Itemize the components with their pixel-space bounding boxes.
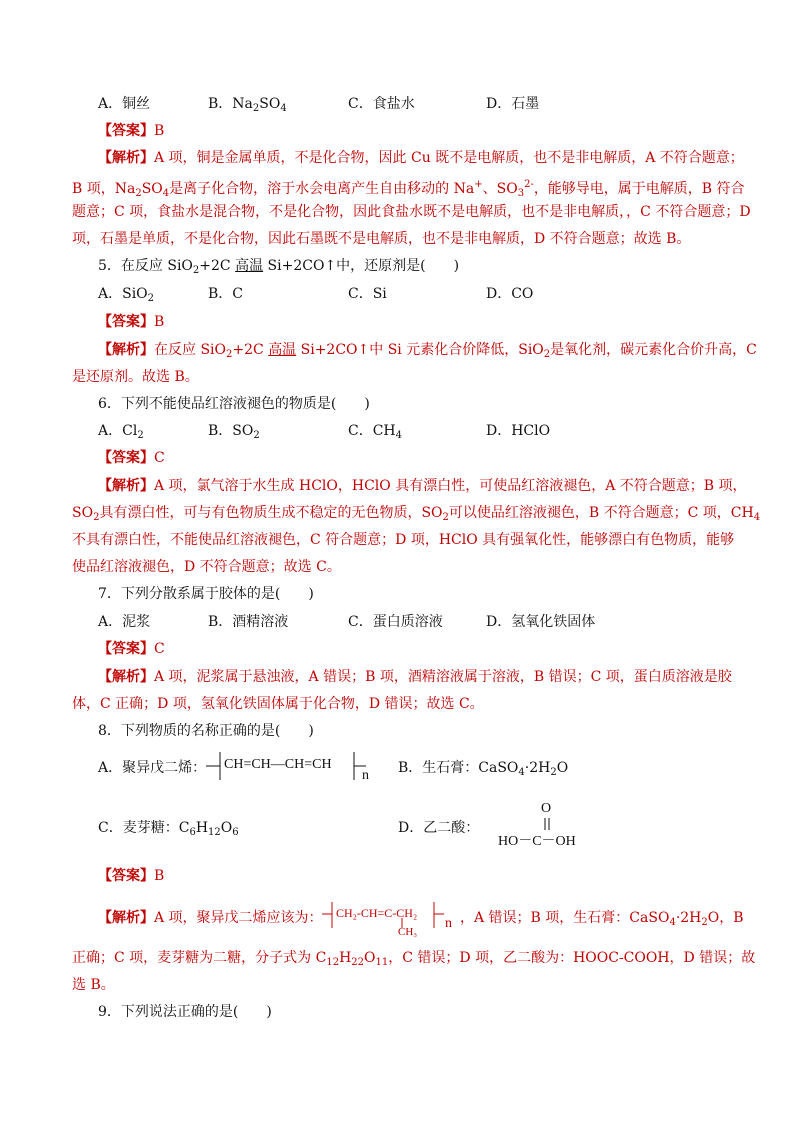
q5-option-a: A．SiO$_2$ [98, 286, 155, 304]
q5-stem: 5．在反应 SiO$_2$+2C 高温 Si+2CO↑中，还原剂是( ) [98, 258, 460, 276]
q4-option-d: D．石墨 [486, 96, 540, 112]
q8-option-c: C．麦芽糖：$C_6H_{12}O_6$ [98, 820, 239, 838]
q8-analysis-line-1b: ，A 错误；B 项，生石膏：$CaSO_4\cdot 2H_2O$，B [460, 910, 744, 928]
q8-option-a-n: n [362, 768, 369, 783]
q7-option-b: B．酒精溶液 [208, 614, 289, 630]
q5-option-d: D．CO [486, 286, 534, 302]
q5-analysis-line-1: 【解析】在反应 SiO$_2$+2C 高温 Si+2CO↑中 Si 元素化合价降低，SiO$_2$是氧化剂，碳元素化合价升高，C [98, 342, 757, 360]
q6-stem: 6．下列不能使品红溶液褪色的物质是( ) [98, 396, 370, 412]
q8-option-d-formula: HO－C－OH [498, 834, 576, 849]
q7-option-d: D．氢氧化铁固体 [486, 614, 596, 630]
q8-analysis-methyl: CH₃ [398, 926, 418, 938]
q4-option-c: C．食盐水 [348, 96, 415, 112]
q9-stem: 9．下列说法正确的是( ) [98, 1004, 272, 1020]
q8-analysis-n: n [445, 916, 452, 931]
q4-analysis-line-3: 题意；C 项，食盐水是混合物，不是化合物，因此食盐水既不是电解质，也不是非电解质，，C 不符合题意；D [72, 204, 751, 220]
q4-analysis-line-2: B 项，$Na_2SO_4$是离子化合物，溶于水会电离产生自由移动的 Na+、$SO_3^{2-}$，能够导电，属于电解质，B 符合 [72, 179, 745, 199]
q7-option-c: C．蛋白质溶液 [348, 614, 443, 630]
q8-option-a-chain: CH=CH—CH=CH [224, 757, 332, 772]
q4-answer: 【答案】B [98, 123, 165, 139]
q5-answer: 【答案】B [98, 314, 165, 330]
q4-analysis-line-4: 项，石墨是单质，不是化合物，因此石墨既不是电解质，也不是非电解质，D 不符合题意；故选 B。 [72, 231, 691, 247]
q8-stem: 8．下列物质的名称正确的是( ) [98, 723, 314, 739]
q4-option-a: A．铜丝 [98, 96, 151, 112]
q6-analysis-line-2: $SO_2$具有漂白性，可与有色物质生成不稳定的无色物质，$SO_2$可以使品红溶液褪色，B 不符合题意；C 项，$CH_4$ [72, 505, 761, 523]
q6-option-d: D．HClO [486, 423, 551, 439]
q7-answer: 【答案】C [98, 641, 165, 657]
q8-analysis-line-3: 选 B。 [72, 977, 115, 993]
q6-analysis-line-3: 不具有漂白性，不能使品红溶液褪色，C 符合题意；D 项，HClO 具有强氧化性，能够漂白有色物质，能够 [72, 532, 735, 548]
q8-analysis-chain: CH₂-CH=C-CH₂ [336, 906, 418, 920]
q7-option-a: A．泥浆 [98, 614, 151, 630]
q7-analysis-line-1: 【解析】A 项，泥浆属于悬浊液，A 错误；B 项，酒精溶液属于溶液，B 错误；C 项，蛋白质溶液是胶 [98, 669, 732, 685]
q8-option-d-oxygen: O [541, 801, 552, 816]
q8-option-d-label: D．乙二酸： [398, 820, 480, 836]
q7-analysis-line-2: 体，C 正确；D 项，氢氧化铁固体属于化合物，D 错误；故选 C。 [72, 696, 484, 712]
q8-analysis-line-1a: 【解析】A 项，聚异戊二烯应该为： [98, 910, 323, 926]
q6-option-b: B．$SO_2$ [208, 423, 260, 441]
q5-analysis-line-2: 是还原剂。故选 B。 [72, 369, 199, 385]
q6-analysis-line-1: 【解析】A 项，氯气溶于水生成 HClO，HClO 具有漂白性，可使品红溶液褪色，A 不符合题意；B 项， [98, 478, 747, 494]
q8-option-a-label: A．聚异戊二烯： [98, 760, 207, 776]
q6-option-a: A．$Cl_2$ [98, 423, 144, 441]
q5-option-c: C．Si [348, 286, 387, 302]
q6-analysis-line-4: 使品红溶液褪色，D 不符合题意；故选 C。 [72, 559, 341, 575]
q8-analysis-line-2: 正确；C 项，麦芽糖为二糖，分子式为 $C_{12}H_{22}O_{11}$，C 错误；D 项，乙二酸为：HOOC-COOH，D 错误；故 [72, 950, 756, 968]
q8-answer: 【答案】B [98, 868, 165, 884]
q4-analysis-line-1: 【解析】A 项，铜是金属单质，不是化合物，因此 Cu 既不是电解质，也不是非电解质，A 不符合题意； [98, 150, 744, 166]
q7-stem: 7．下列分散系属于胶体的是( ) [98, 586, 314, 602]
q6-answer: 【答案】C [98, 450, 165, 466]
q4-option-b: B．$Na_2SO_4$ [208, 96, 287, 114]
q6-option-c: C．$CH_4$ [348, 423, 403, 441]
q5-option-b: B．C [208, 286, 243, 302]
q8-option-b: B．生石膏：$CaSO_4\cdot 2H_2O$ [398, 760, 569, 778]
